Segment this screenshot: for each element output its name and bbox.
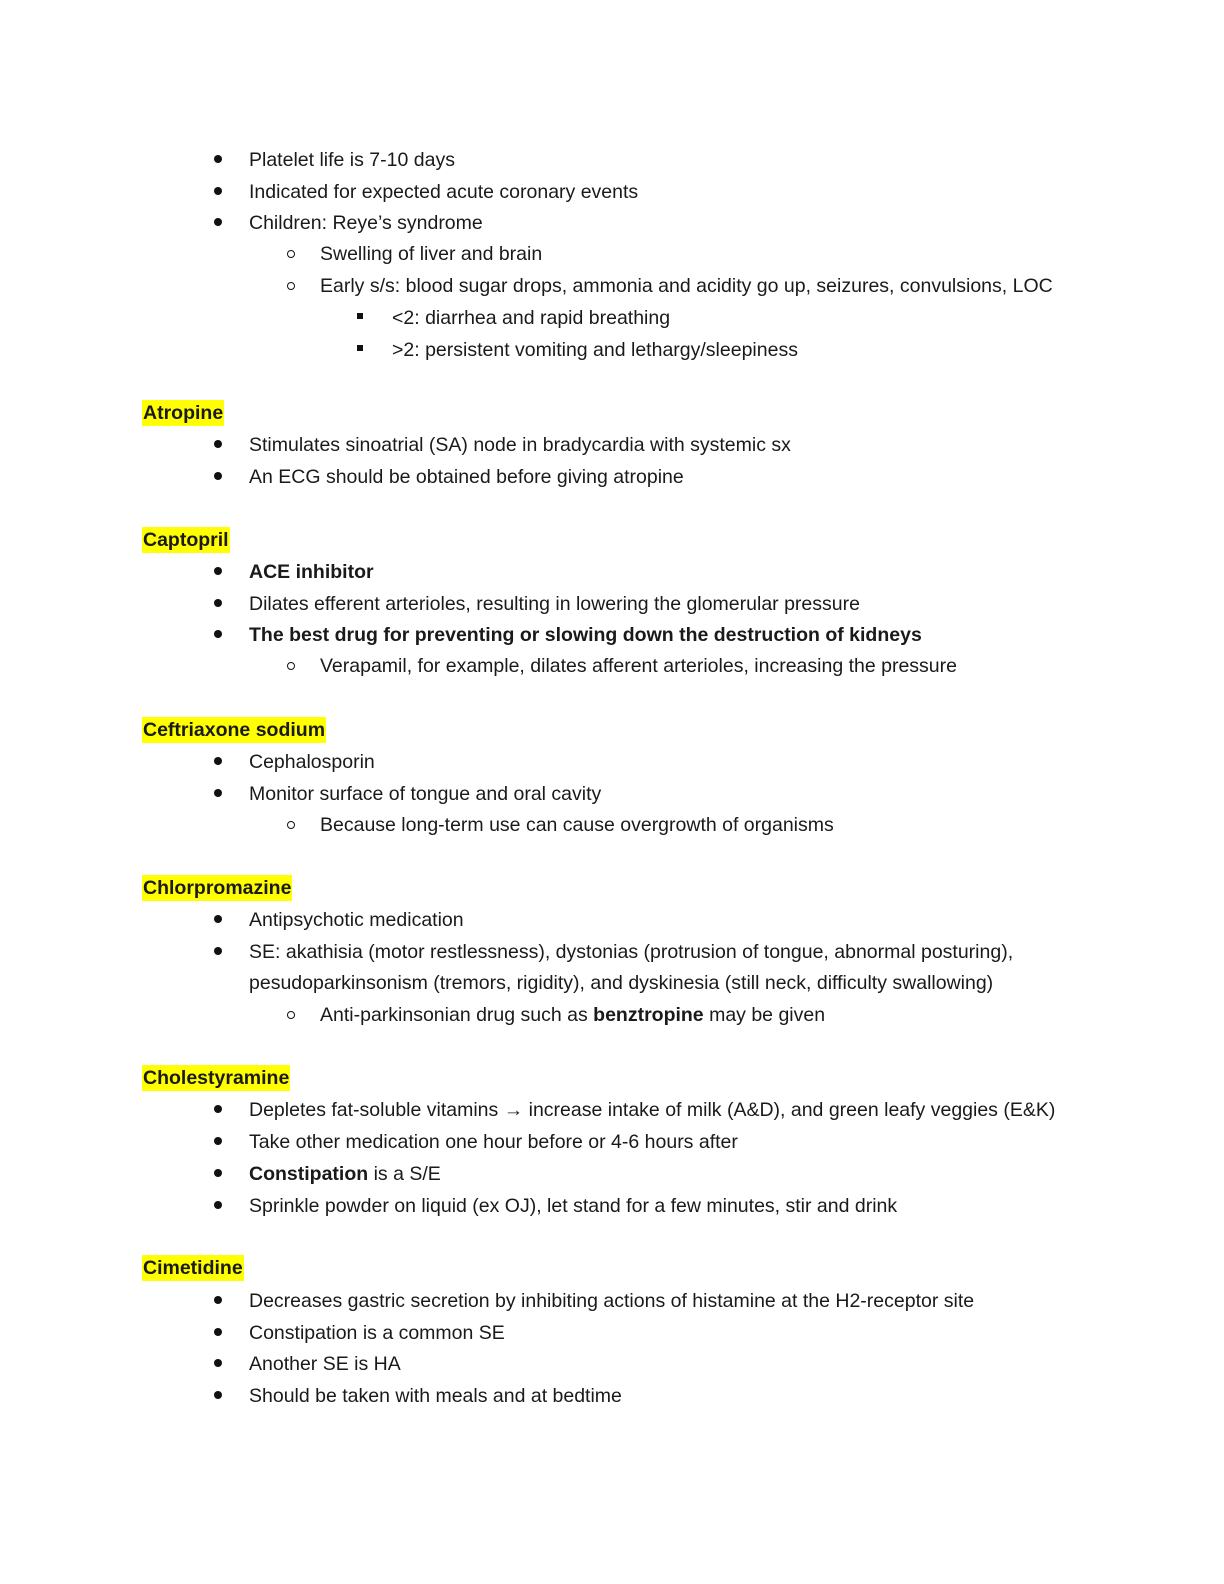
list-item: Monitor surface of tongue and oral cavity bbox=[249, 783, 602, 805]
bullet-icon bbox=[208, 1320, 228, 1346]
bullet-icon bbox=[208, 1129, 228, 1155]
list-item: Depletes fat-soluble vitamins → increase intake of milk (A&D), and green leafy veggies (E&K) bbox=[249, 1099, 1056, 1121]
bullet-icon bbox=[208, 1193, 228, 1219]
drug-heading-chlorpromazine: Chlorpromazine bbox=[143, 877, 292, 899]
sub-list-item: Verapamil, for example, dilates afferent arterioles, increasing the pressure bbox=[320, 655, 957, 677]
bullet-icon bbox=[208, 591, 228, 617]
circle-bullet-icon bbox=[281, 812, 301, 838]
bullet-icon bbox=[208, 1383, 228, 1409]
circle-bullet-icon bbox=[281, 273, 301, 299]
list-item bbox=[249, 1161, 441, 1187]
bullet-icon bbox=[208, 559, 228, 585]
bullet-icon bbox=[208, 1097, 228, 1123]
bullet-icon bbox=[208, 179, 228, 205]
list-item: An ECG should be obtained before giving atropine bbox=[249, 466, 684, 488]
sub-list-item-text: Anti-parkinsonian drug such as bbox=[320, 1004, 594, 1026]
sub-list-item-text: may be given bbox=[703, 1004, 826, 1026]
list-item: Take other medication one hour before or 4-6 hours after bbox=[249, 1131, 738, 1153]
bullet-icon bbox=[208, 464, 228, 490]
list-item: Dilates efferent arterioles, resulting in lowering the glomerular pressure bbox=[249, 593, 860, 615]
drug-heading-ceftriaxone: Ceftriaxone sodium bbox=[143, 719, 326, 741]
sub-list-item: Early s/s: blood sugar drops, ammonia and acidity go up, seizures, convulsions, LOC bbox=[320, 275, 1053, 297]
list-item-text: is a S/E bbox=[368, 1163, 441, 1185]
drug-heading-captopril: Captopril bbox=[143, 529, 229, 551]
circle-bullet-icon bbox=[281, 653, 301, 679]
drug-heading-cholestyramine: Cholestyramine bbox=[143, 1067, 290, 1089]
list-item: Constipation is a common SE bbox=[249, 1322, 505, 1344]
list-item: Another SE is HA bbox=[249, 1353, 401, 1375]
circle-bullet-icon bbox=[281, 241, 301, 267]
list-item: SE: akathisia (motor restlessness), dystonias (protrusion of tongue, abnormal posturing), bbox=[249, 941, 1014, 963]
square-bullet-icon bbox=[350, 337, 370, 363]
bullet-icon bbox=[208, 1161, 228, 1187]
sub-sub-list-item: >2: persistent vomiting and lethargy/sleepiness bbox=[392, 339, 798, 361]
sub-list-item: Because long-term use can cause overgrowth of organisms bbox=[320, 814, 834, 836]
sub-sub-list-item: <2: diarrhea and rapid breathing bbox=[392, 307, 671, 329]
list-item: ACE inhibitor bbox=[249, 561, 374, 583]
list-item: Children: Reye’s syndrome bbox=[249, 212, 483, 234]
list-item: Antipsychotic medication bbox=[249, 909, 464, 931]
drug-heading-atropine: Atropine bbox=[143, 402, 224, 424]
circle-bullet-icon bbox=[281, 1002, 301, 1028]
bullet-icon bbox=[208, 210, 228, 236]
list-item: Sprinkle powder on liquid (ex OJ), let stand for a few minutes, stir and drink bbox=[249, 1195, 898, 1217]
list-item: Cephalosporin bbox=[249, 751, 375, 773]
sub-list-item: Swelling of liver and brain bbox=[320, 243, 543, 265]
list-item: Indicated for expected acute coronary events bbox=[249, 181, 639, 203]
bullet-icon bbox=[208, 939, 228, 965]
drug-name-benztropine: benztropine bbox=[593, 1004, 704, 1026]
list-item: Stimulates sinoatrial (SA) node in bradycardia with systemic sx bbox=[249, 434, 791, 456]
bullet-icon bbox=[208, 622, 228, 648]
bullet-icon bbox=[208, 1351, 228, 1377]
list-item-continuation: pesudoparkinsonism (tremors, rigidity), and dyskinesia (still neck, difficulty swallowing) bbox=[249, 972, 994, 994]
bullet-icon bbox=[208, 907, 228, 933]
bullet-icon bbox=[208, 781, 228, 807]
list-item: Platelet life is 7-10 days bbox=[249, 149, 455, 171]
bullet-icon bbox=[208, 147, 228, 173]
bullet-icon bbox=[208, 749, 228, 775]
sub-list-item bbox=[320, 1002, 825, 1028]
list-item: The best drug for preventing or slowing down the destruction of kidneys bbox=[249, 624, 922, 646]
bullet-icon bbox=[208, 1288, 228, 1314]
list-item: Should be taken with meals and at bedtime bbox=[249, 1385, 622, 1407]
list-item: Decreases gastric secretion by inhibiting actions of histamine at the H2-receptor site bbox=[249, 1290, 975, 1312]
drug-heading-cimetidine: Cimetidine bbox=[143, 1257, 243, 1279]
square-bullet-icon bbox=[350, 305, 370, 331]
constipation-term: Constipation bbox=[249, 1163, 369, 1185]
bullet-icon bbox=[208, 432, 228, 458]
